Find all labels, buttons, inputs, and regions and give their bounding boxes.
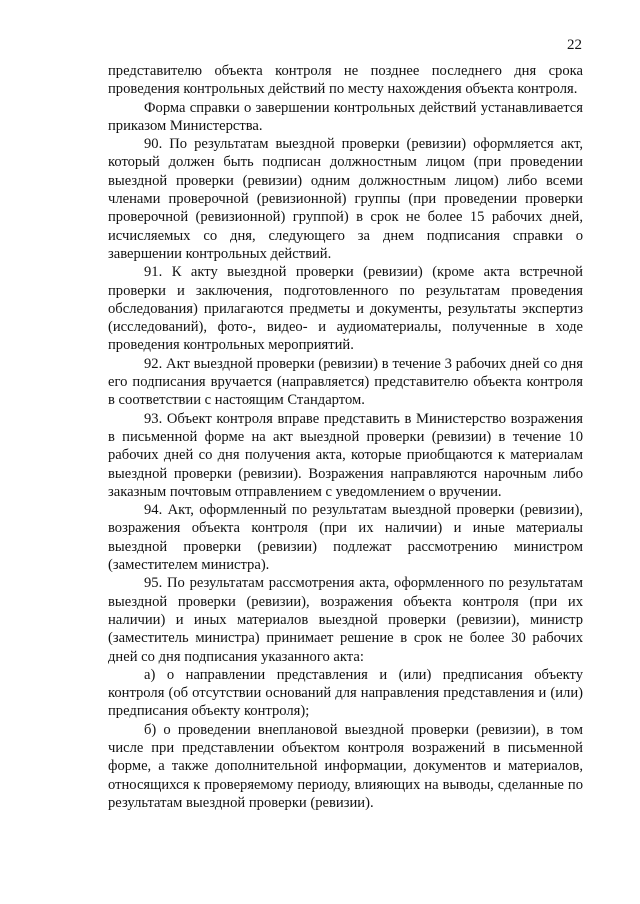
paragraph-95: 95. По результатам рассмотрения акта, оформленного по результатам выездной проверки (ревизии), возражения объекта контроля (при их наличии) и иных материалов выездной проверки (ревизии), министр (заместитель министра) принимает решение в срок не более 30 рабочих дней со дня подписания указанного акта: bbox=[108, 575, 583, 665]
paragraph-95-b: б) о проведении внеплановой выездной проверки (ревизии), в том числе при представлении объектом контроля возражений в письменной форме, а также дополнительной информации, документов и материалов, относящихся к проверяемому периоду, влияющих на выводы, сделанные по результатам выездной проверки (ревизии). bbox=[108, 721, 583, 811]
paragraph-92: 92. Акт выездной проверки (ревизии) в течение 3 рабочих дней со дня его подписания вручается (направляется) представителю объекта контроля в соответствии с настоящим Стандартом. bbox=[108, 355, 583, 409]
document-body bbox=[108, 62, 583, 812]
paragraph-form-note: Форма справки о завершении контрольных действий устанавливается приказом Министерства. bbox=[108, 99, 583, 134]
paragraph-95-a: а) о направлении представления и (или) предписания объекту контроля (об отсутствии оснований для направления представления и (или) предписания объекту контроля); bbox=[108, 666, 583, 720]
paragraph-90: 90. По результатам выездной проверки (ревизии) оформляется акт, который должен быть подписан должностным лицом (при проведении выездной проверки (ревизии) одним должностным лицом) либо всеми членами проверочной (ревизионной) группы (при проведении проверки проверочной (ревизионной) группой) в срок не более 15 рабочих дней, исчисляемых со дня, следующего за днем подписания справки о завершении контрольных действий. bbox=[108, 136, 583, 262]
paragraph-93: 93. Объект контроля вправе представить в Министерство возражения в письменной форме на акт выездной проверки (ревизии) в течение 10 рабочих дней со дня получения акта, которые приобщаются к материалам выездной проверки (ревизии). Возражения направляются нарочным либо заказным почтовым отправлением с уведомлением о вручении. bbox=[108, 410, 583, 500]
page-number: 22 bbox=[567, 37, 582, 53]
paragraph-91: 91. К акту выездной проверки (ревизии) (кроме акта встречной проверки и заключения, подготовленного по результатам проведения обследования) прилагаются предметы и документы, результаты экспертиз (исследований), фото-, видео- и аудиоматериалы, полученные в ходе проведения контрольных мероприятий. bbox=[108, 264, 583, 354]
paragraph-continuation: представителю объекта контроля не позднее последнего дня срока проведения контрольных действий по месту нахождения объекта контроля. bbox=[108, 63, 583, 98]
paragraph-94: 94. Акт, оформленный по результатам выездной проверки (ревизии), возражения объекта контроля (при их наличии) и иные материалы выездной проверки (ревизии) подлежат рассмотрению министром (заместителем министра). bbox=[108, 502, 583, 574]
